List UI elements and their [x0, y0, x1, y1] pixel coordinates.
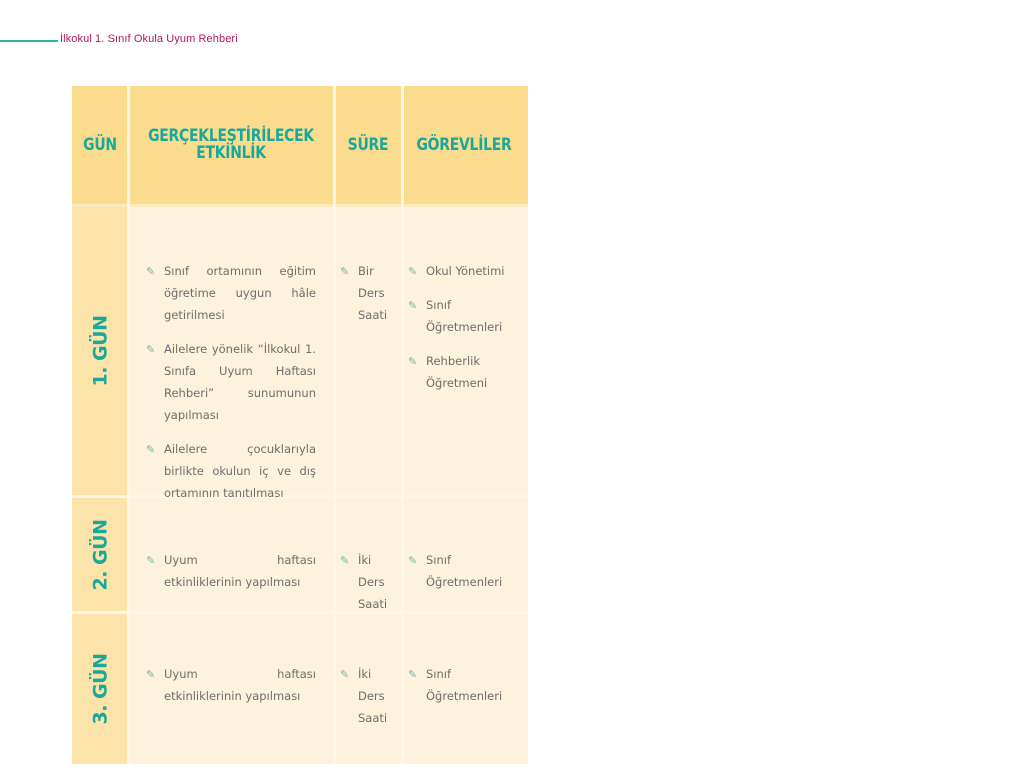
- list-item: [340, 260, 398, 326]
- list-item: [408, 260, 518, 282]
- duration-text: İki Ders Saati: [358, 667, 388, 725]
- pencil-icon: ✎: [408, 554, 418, 567]
- column-header-activity: [137, 86, 326, 204]
- column-header-day: [77, 86, 123, 204]
- column-header-duration-text: SÜRE: [347, 134, 389, 155]
- activity-text: Uyum haftası etkinliklerinin yapılması: [164, 553, 316, 589]
- list-item: [146, 663, 316, 707]
- list-item: [408, 294, 518, 338]
- column-header-staff-text: GÖREVLİLER: [416, 134, 512, 155]
- staff-text: Sınıf Öğretmenleri: [426, 553, 503, 589]
- day-label-text: 2. GÜN: [89, 519, 112, 590]
- pencil-icon: ✎: [408, 265, 418, 278]
- header-rule: [0, 40, 58, 42]
- pencil-icon: ✎: [146, 668, 156, 681]
- activity-cell: [146, 549, 316, 605]
- activity-text: Uyum haftası etkinliklerinin yapılması: [164, 667, 316, 703]
- pencil-icon: ✎: [146, 443, 156, 456]
- document-header-title: İlkokul 1. Sınıf Okula Uyum Rehberi: [60, 33, 238, 45]
- staff-cell: [408, 549, 518, 605]
- pencil-icon: ✎: [146, 554, 156, 567]
- list-item: [146, 438, 316, 504]
- list-item: [340, 549, 398, 615]
- column-header-activity-line: GERÇEKLEŞTİRİLECEK: [148, 126, 314, 146]
- column-header-day-text: GÜN: [83, 134, 117, 155]
- list-item: [408, 663, 518, 707]
- day-label-text: 1. GÜN: [89, 315, 112, 387]
- pencil-icon: ✎: [146, 265, 156, 278]
- duration-cell: [340, 260, 398, 338]
- duration-cell: [340, 663, 398, 741]
- staff-cell: [408, 663, 518, 719]
- duration-cell: [340, 549, 398, 627]
- list-item: [146, 338, 316, 426]
- column-divider: [333, 86, 336, 764]
- day-label-3: [72, 614, 128, 764]
- activity-text: Sınıf ortamının eğitim öğretime uygun hâle getirilmesi: [164, 264, 316, 322]
- list-item: [408, 549, 518, 593]
- staff-text: Sınıf Öğretmenleri: [426, 298, 503, 334]
- activity-text: Ailelere yönelik “İlkokul 1. Sınıfa Uyum Haftası Rehberi” sunumunun yapılması: [164, 342, 316, 422]
- column-header-staff: [401, 86, 527, 204]
- list-item: [340, 663, 398, 729]
- pencil-icon: ✎: [408, 355, 418, 368]
- staff-cell: [408, 260, 518, 406]
- day-label-2: [72, 498, 128, 611]
- duration-text: İki Ders Saati: [358, 553, 388, 611]
- staff-text: Okul Yönetimi: [426, 264, 505, 278]
- pencil-icon: ✎: [408, 299, 418, 312]
- column-header-activity-line: ETKİNLİK: [196, 143, 266, 163]
- column-header-duration: [340, 86, 396, 204]
- duration-text: Bir Ders Saati: [358, 264, 388, 322]
- list-item: [146, 260, 316, 326]
- row-divider: [72, 611, 528, 614]
- day-label-1: [72, 207, 128, 495]
- list-item: [408, 350, 518, 394]
- pencil-icon: ✎: [340, 265, 350, 278]
- schedule-table: [72, 86, 528, 764]
- staff-text: Sınıf Öğretmenleri: [426, 667, 503, 703]
- pencil-icon: ✎: [340, 554, 350, 567]
- activity-cell: [146, 260, 316, 516]
- row-divider: [72, 204, 528, 207]
- activity-cell: [146, 663, 316, 719]
- list-item: [146, 549, 316, 593]
- pencil-icon: ✎: [146, 343, 156, 356]
- activity-text: Ailelere çocuklarıyla birlikte okulun iç ve dış ortamının tanıtılması: [164, 442, 316, 500]
- pencil-icon: ✎: [408, 668, 418, 681]
- day-label-text: 3. GÜN: [89, 653, 112, 725]
- pencil-icon: ✎: [340, 668, 350, 681]
- staff-text: Rehberlik Öğretmeni: [426, 354, 488, 390]
